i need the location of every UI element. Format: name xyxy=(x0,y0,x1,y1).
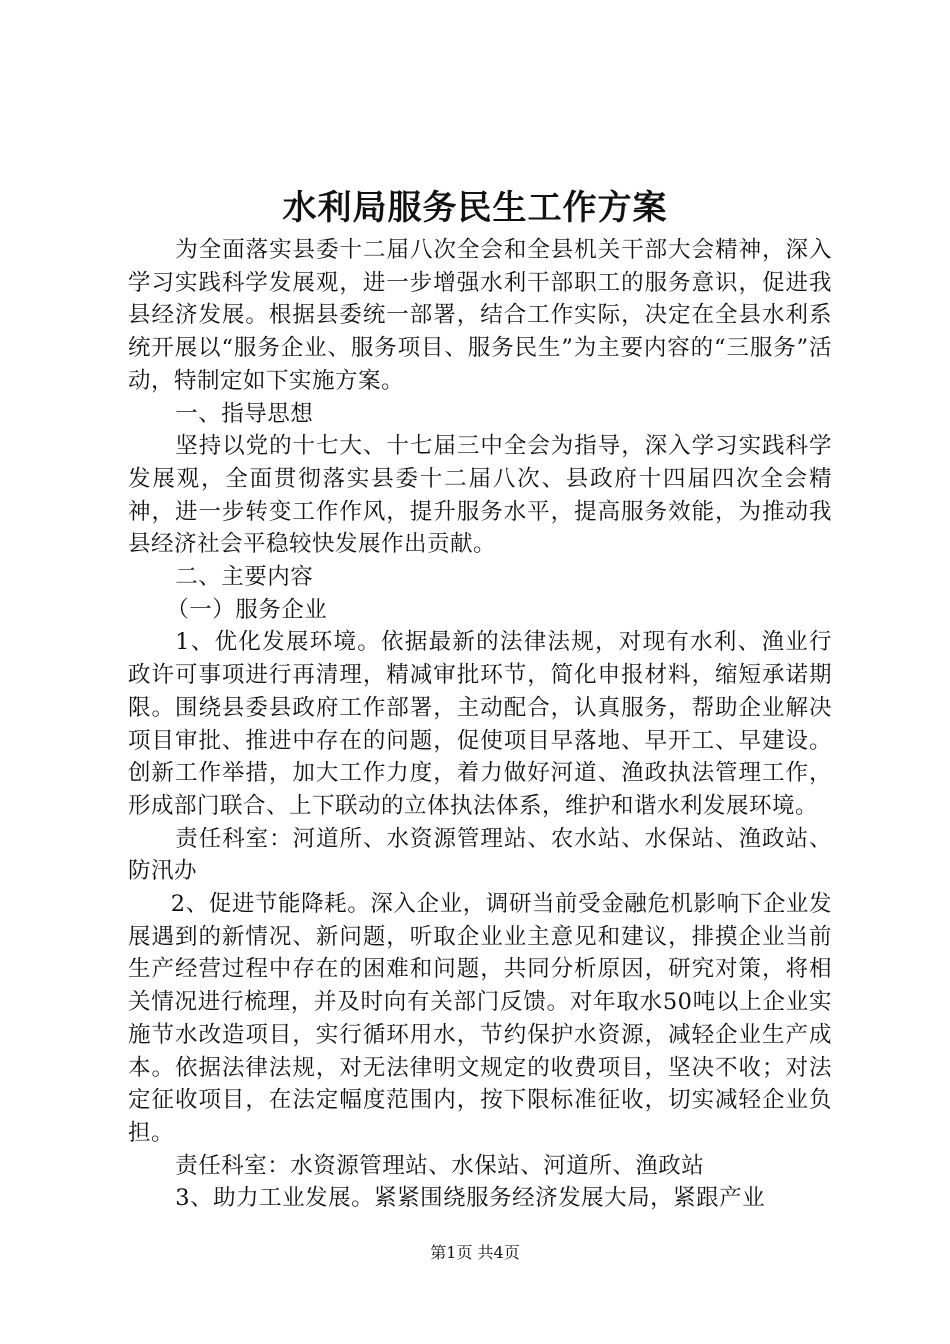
item-1-paragraph: 1、优化发展环境。依据最新的法律法规，对现有水利、渔业行政许可事项进行再清理，精减审批环节，简化申报材料，缩短承诺期限。围绕县委县政府工作部署，主动配合，认真服务，帮助企业解决项目审批、推进中存在的问题，促使项目早落地、早开工、早建设。创新工作举措，加大工作力度，着力做好河道、渔政执法管理工作，形成部门联合、上下联动的立体执法体系，维护和谐水利发展环境。 xyxy=(128,629,832,819)
document-title: 水利局服务民生工作方案 xyxy=(282,188,668,228)
item-2-paragraph: 2、促进节能降耗。深入企业，调研当前受金融危机影响下企业发展遇到的新情况、新问题，听取企业业主意见和建议，排摸企业当前生产经营过程中存在的困难和问题，共同分析原因，研究对策，将相关情况进行梳理，并及时向有关部门反馈。对年取水50吨以上企业实施节水改造项目，实行循环用水，节约保护水资源，减轻企业生产成本。依据法律法规，对无法律明文规定的收费项目，坚决不收；对法定征收项目，在法定幅度范围内，按下限标准征收，切实减轻企业负担。 xyxy=(128,891,832,1146)
item-3-paragraph: 3、助力工业发展。紧紧围绕服务经济发展大局，紧跟产业 xyxy=(175,1185,766,1212)
section-heading-main-content: 二、主要内容 xyxy=(175,564,314,591)
section-heading-guiding-ideology: 一、指导思想 xyxy=(175,400,314,427)
guiding-ideology-paragraph: 坚持以党的十七大、十七届三中全会为指导，深入学习实践科学发展观，全面贯彻落实县委十二届八次、县政府十四届四次全会精神，进一步转变工作作风，提升服务水平，提高服务效能，为推动我县经济社会平稳较快发展作出贡献。 xyxy=(128,433,832,558)
responsibility-paragraph-2: 责任科室：水资源管理站、水保站、河道所、渔政站 xyxy=(175,1152,705,1179)
responsibility-paragraph-1: 责任科室：河道所、水资源管理站、农水站、水保站、渔政站、防汛办 xyxy=(128,825,832,885)
intro-paragraph: 为全面落实县委十二届八次全会和全县机关干部大会精神，深入学习实践科学发展观，进一步增强水利干部职工的服务意识，促进我县经济发展。根据县委统一部署，结合工作实际，决定在全县水利系统开展以“服务企业、服务项目、服务民生”为主要内容的“三服务”活动，特制定如下实施方案。 xyxy=(128,237,832,394)
document-body xyxy=(128,234,832,1215)
page-footer: 第1页 共4页 xyxy=(430,1243,520,1262)
subsection-heading-serve-enterprises: （一）服务企业 xyxy=(166,596,328,623)
